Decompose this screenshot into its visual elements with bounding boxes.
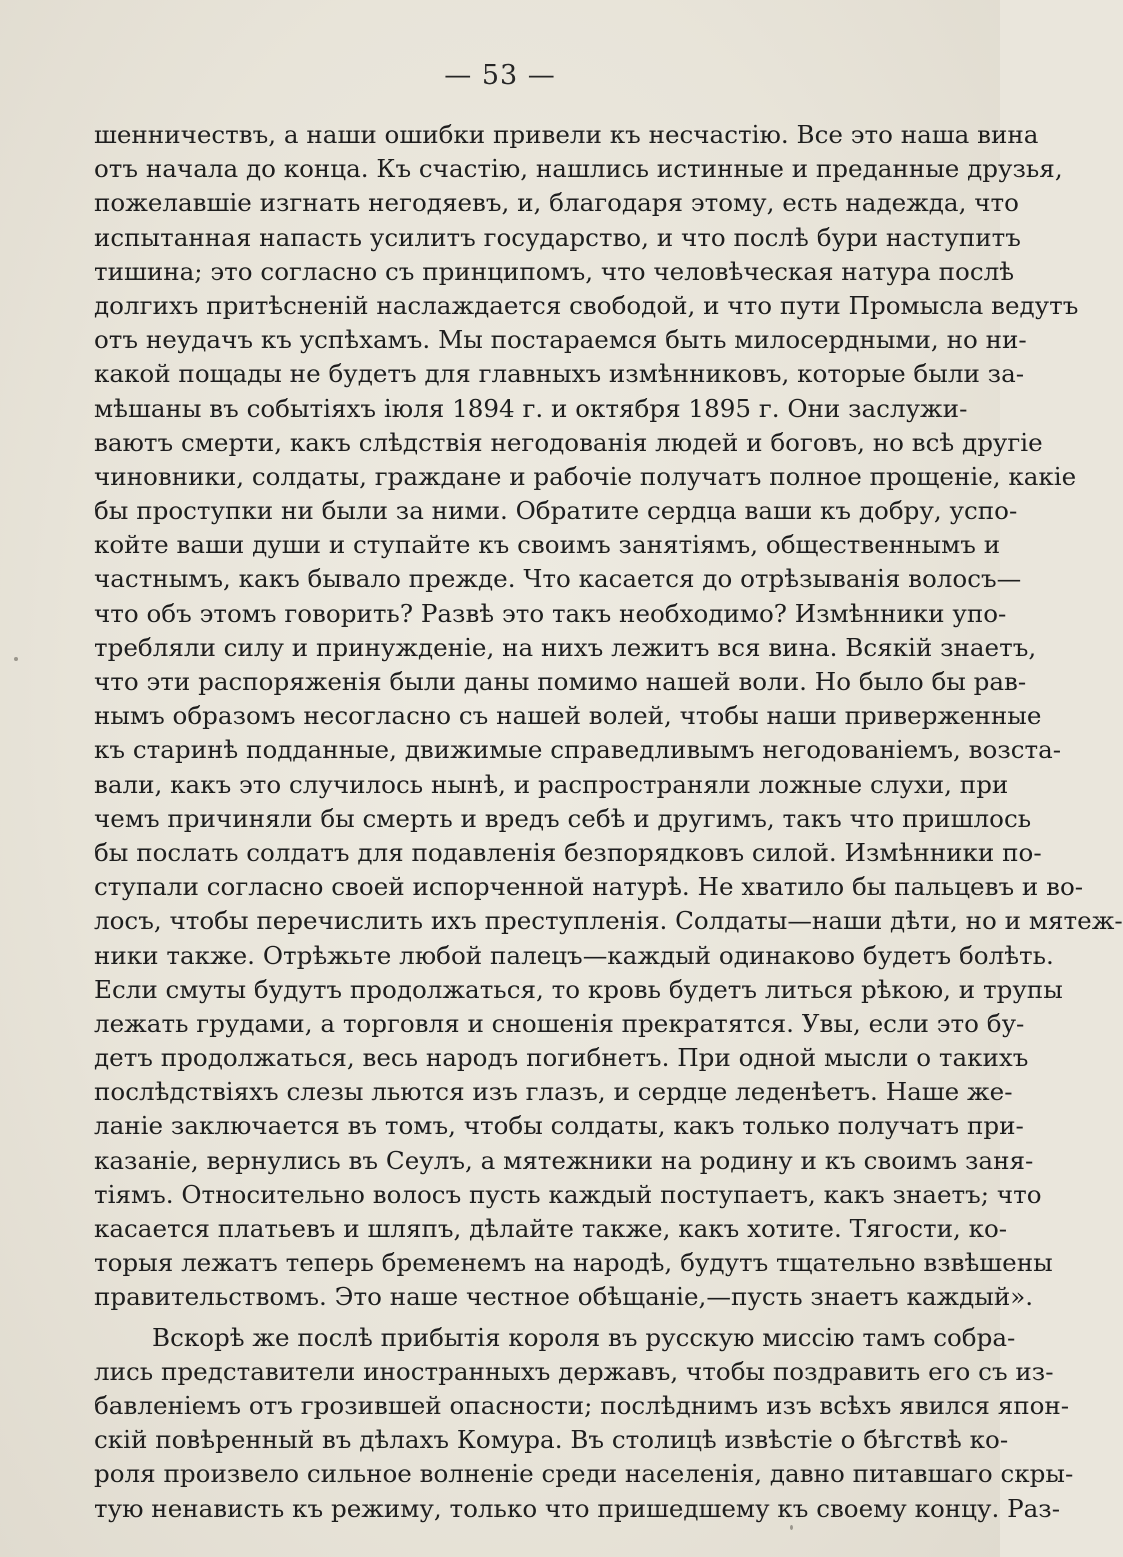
text-line: вали, какъ это случилось нынѣ, и распространяли ложные слухи, при xyxy=(94,769,1009,799)
text-line: роля произвело сильное волненіе среди населенія, давно питавшаго скры- xyxy=(94,1459,1074,1489)
text-line: шенничествъ, а наши ошибки привели къ несчастію. Все это наша вина xyxy=(94,120,1039,149)
text-line: бавленіемъ отъ грозившей опасности; послѣднимъ изъ всѣхъ явился япон- xyxy=(94,1390,1070,1420)
text-line: чемъ причиняли бы смерть и вредъ себѣ и другимъ, такъ что пришлось xyxy=(94,803,1032,833)
body-text xyxy=(94,118,1123,1526)
text-line: что эти распоряженія были даны помимо нашей воли. Но было бы рав- xyxy=(94,667,1027,696)
text-line: бы проступки ни были за ними. Обратите сердца ваши къ добру, успо- xyxy=(94,496,1018,526)
text-line: правительствомъ. Это наше честное обѣщаніе,—пусть знаетъ каждый». xyxy=(94,1282,1034,1312)
text-line: лись представители иностранныхъ державъ, чтобы поздравить его съ из- xyxy=(94,1356,1054,1386)
text-line: къ старинѣ подданные, движимые справедливымъ негодованіемъ, возста- xyxy=(94,735,1062,765)
paper-speck xyxy=(790,1525,793,1530)
text-line: послѣдствіяхъ слезы льются изъ глазъ, и сердце леденѣетъ. Наше же- xyxy=(94,1077,1013,1107)
text-line: лосъ, чтобы перечислить ихъ преступленія. Солдаты—наши дѣти, но и мятеж- xyxy=(94,906,1123,936)
paper-speck xyxy=(14,657,18,661)
text-line: частнымъ, какъ бывало прежде. Что касается до отрѣзыванія волосъ— xyxy=(94,564,1022,594)
text-line: торыя лежатъ теперь бременемъ на народѣ, будутъ тщательно взвѣшены xyxy=(94,1248,1053,1278)
text-line: тишина; это согласно съ принципомъ, что человѣческая натура послѣ xyxy=(94,256,1015,286)
text-line: бы послать солдатъ для подавленія безпорядковъ силой. Измѣнники по- xyxy=(94,837,1042,867)
text-line: мѣшаны въ событіяхъ іюля 1894 г. и октября 1895 г. Они заслужи- xyxy=(94,393,968,423)
text-line: лежать грудами, а торговля и сношенія прекратятся. Увы, если это бу- xyxy=(94,1008,1025,1038)
text-line: ники также. Отрѣжьте любой палецъ—каждый одинаково будетъ болѣть. xyxy=(94,940,1054,970)
text-line: Если смуты будутъ продолжаться, то кровь будетъ литься рѣкою, и трупы xyxy=(94,974,1063,1004)
text-line: отъ неудачъ къ успѣхамъ. Мы постараемся быть милосердными, но ни- xyxy=(94,325,1027,355)
text-line: детъ продолжаться, весь народъ погибнетъ. При одной мысли о такихъ xyxy=(94,1043,1029,1073)
text-line: ваютъ смерти, какъ слѣдствія негодованія людей и боговъ, но всѣ другіе xyxy=(94,427,1043,457)
text-line: требляли силу и принужденіе, на нихъ лежитъ вся вина. Всякій знаетъ, xyxy=(94,632,1037,662)
text-line: что объ этомъ говорить? Развѣ это такъ необходимо? Измѣнники упо- xyxy=(94,598,1007,628)
text-line: чиновники, солдаты, граждане и рабочіе получатъ полное прощеніе, какіе xyxy=(94,461,1077,491)
text-line: ступали согласно своей испорченной натурѣ. Не хватило бы пальцевъ и во- xyxy=(94,872,1084,902)
text-line: касается платьевъ и шляпъ, дѣлайте также, какъ хотите. Тягости, ко- xyxy=(94,1214,1008,1243)
text-line: тіямъ. Относительно волосъ пусть каждый поступаетъ, какъ знаетъ; что xyxy=(94,1179,1042,1209)
text-line: ланіе заключается въ томъ, чтобы солдаты, какъ только получатъ при- xyxy=(94,1111,1024,1141)
text-line: пожелавшіе изгнать негодяевъ, и, благодаря этому, есть надежда, что xyxy=(94,188,1019,218)
text-line: тую ненависть къ режиму, только что пришедшему къ своему концу. Раз- xyxy=(94,1493,1061,1523)
text-line: нымъ образомъ несогласно съ нашей волей, чтобы наши приверженные xyxy=(94,701,1042,731)
text-line: какой пощады не будетъ для главныхъ измѣнниковъ, которые были за- xyxy=(94,359,1025,389)
text-line: скій повѣренный въ дѣлахъ Комура. Въ столицѣ извѣстіе о бѣгствѣ ко- xyxy=(94,1425,1009,1455)
text-line: испытанная напасть усилитъ государство, и что послѣ бури наступитъ xyxy=(94,222,1021,252)
text-line: казаніе, вернулись въ Сеулъ, а мятежники на родину и къ своимъ заня- xyxy=(94,1145,1034,1175)
text-line: койте ваши души и ступайте къ своимъ занятіямъ, общественнымъ и xyxy=(94,530,1001,560)
text-line: отъ начала до конца. Къ счастію, нашлись истинные и преданные друзья, xyxy=(94,154,1063,184)
text-line: Вскорѣ же послѣ прибытія короля въ русскую миссію тамъ собра- xyxy=(152,1322,1016,1352)
page-number: — 53 — xyxy=(444,60,556,91)
text-line: долгихъ притѣсненій наслаждается свободой, и что пути Промысла ведутъ xyxy=(94,290,1079,320)
